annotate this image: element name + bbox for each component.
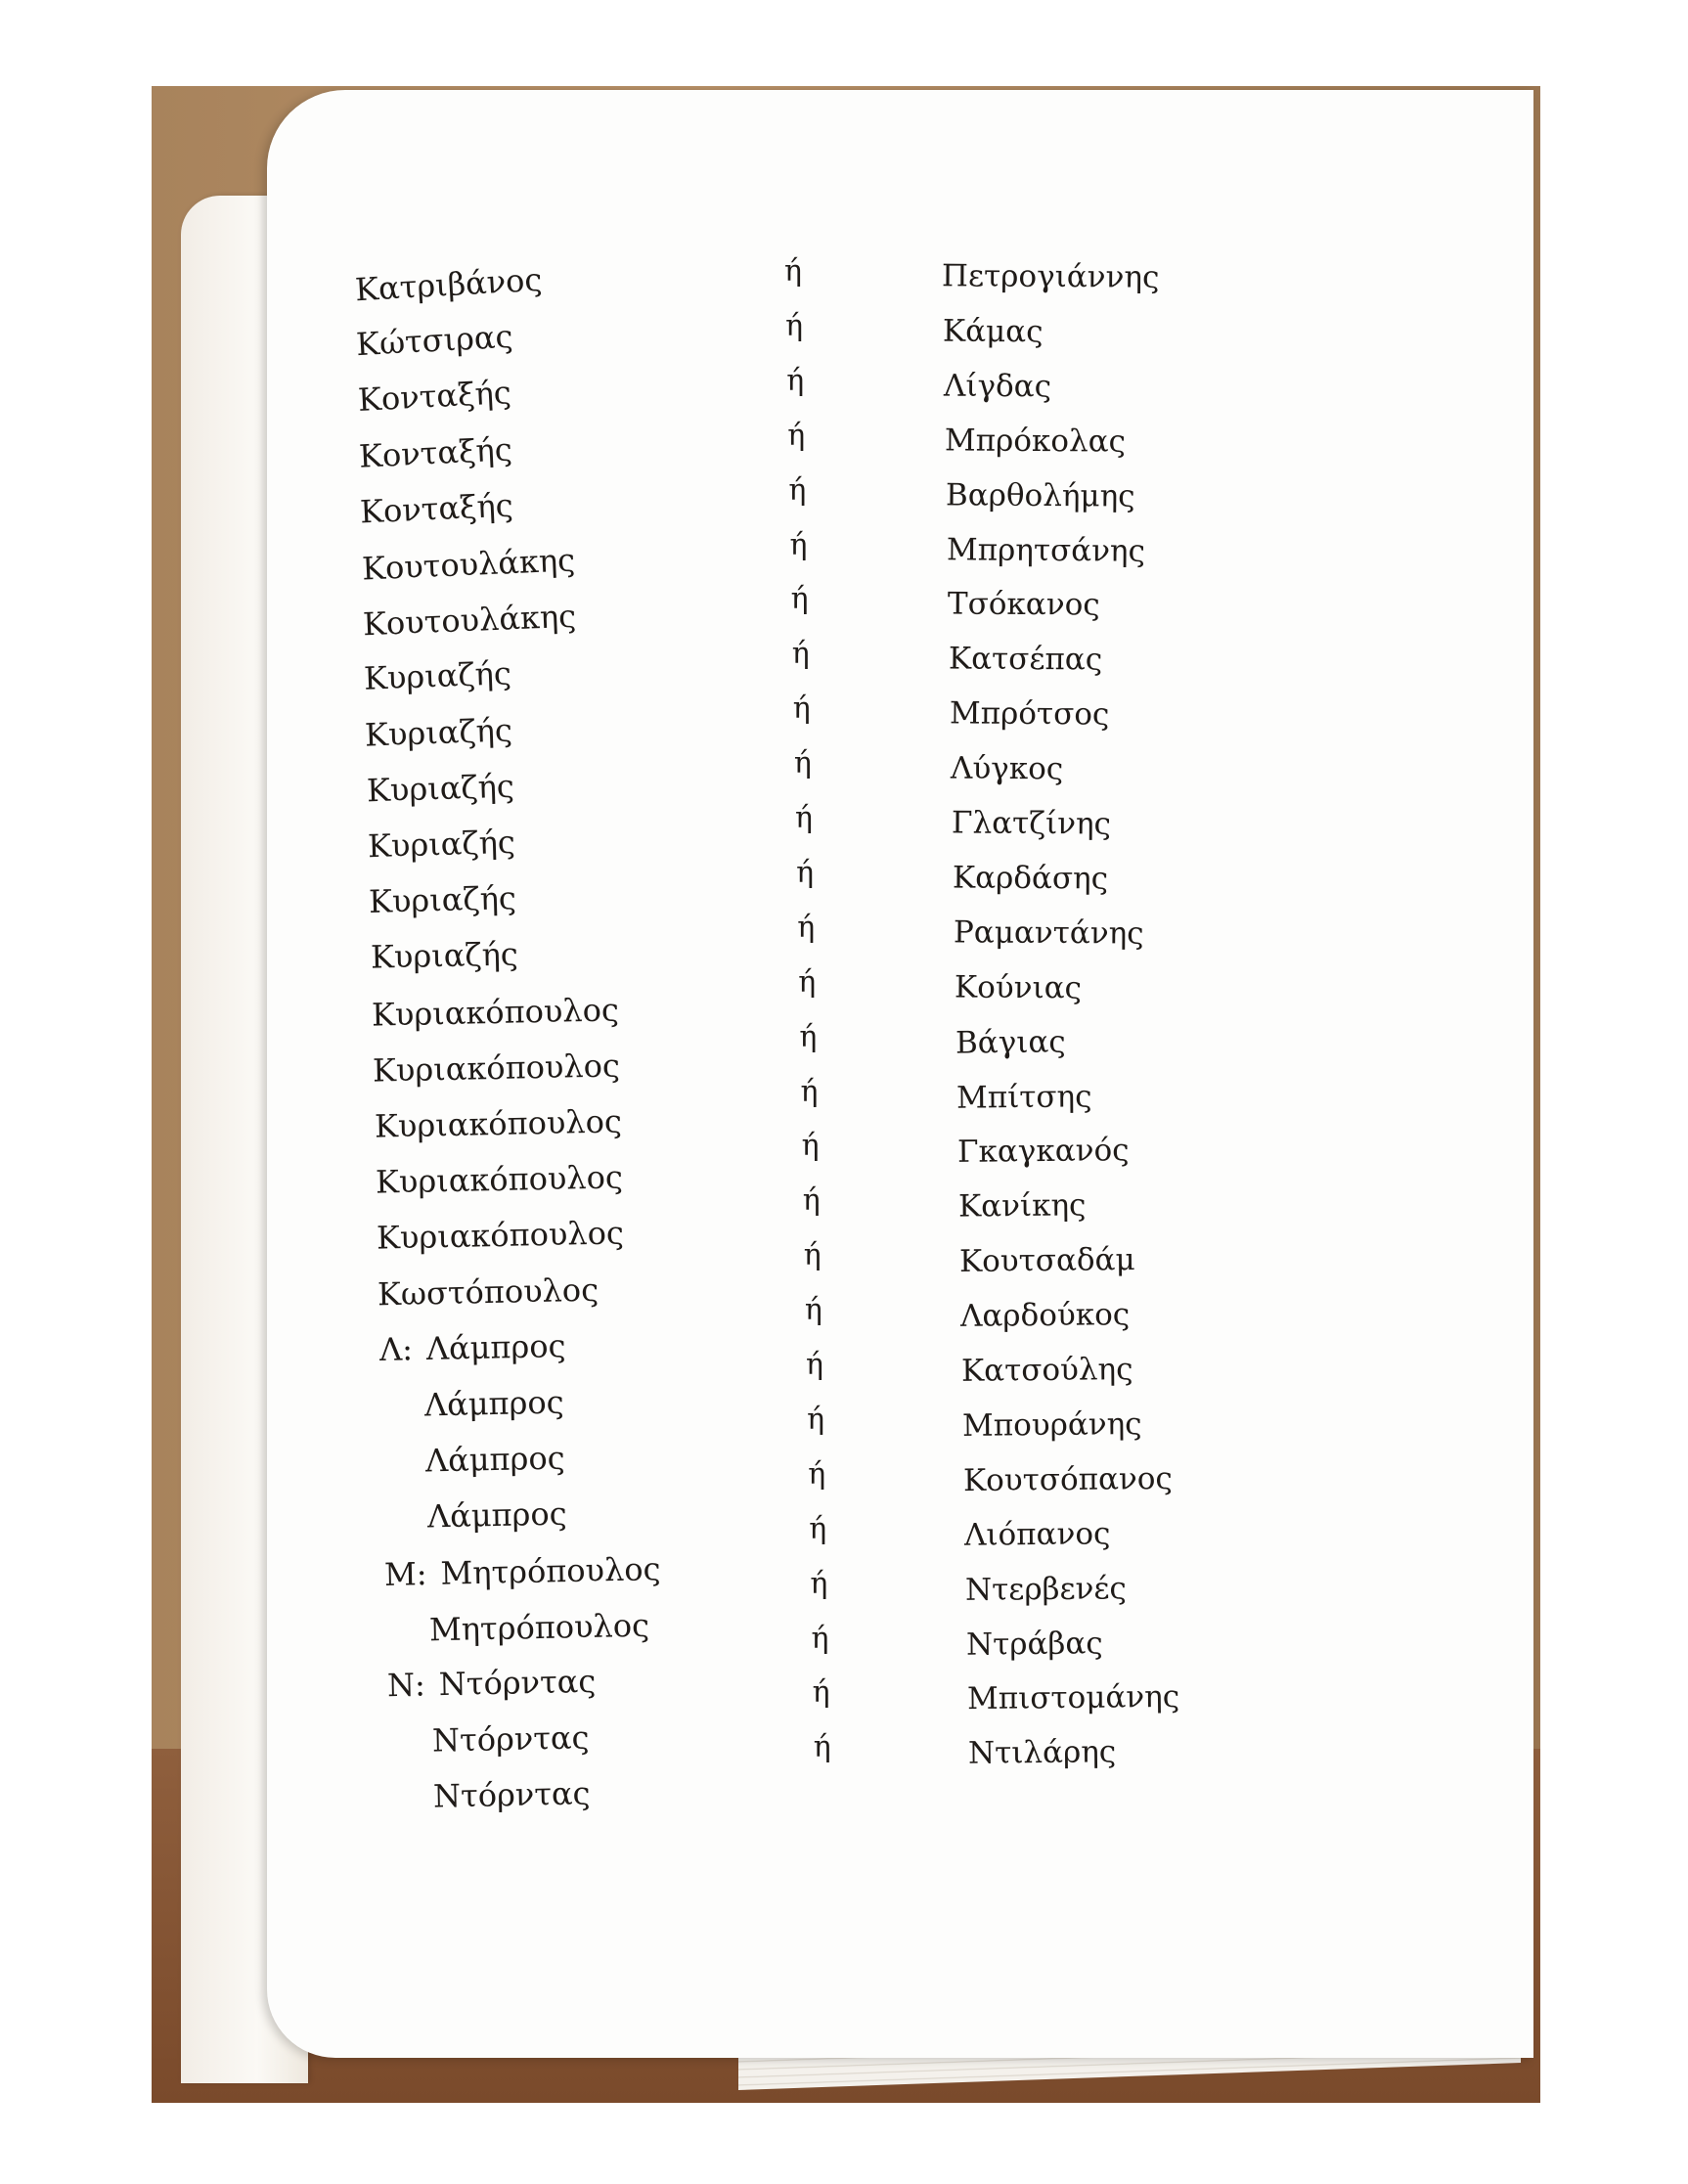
conjunction: ή (786, 363, 805, 398)
right-name: Μπουράνης (961, 1405, 1142, 1444)
conjunction: ή (807, 1402, 825, 1437)
right-name: Βάγιας (955, 1024, 1066, 1061)
left-name-row (377, 1215, 625, 1257)
left-name: Ντόρντας (432, 1774, 591, 1816)
left-name: Κώτσιρας (355, 317, 514, 364)
left-name-row (373, 1047, 621, 1089)
left-name-row (378, 1270, 600, 1313)
right-name: Ντιλάρης (967, 1734, 1117, 1772)
conjunction: ή (789, 527, 808, 562)
left-name-row (384, 1550, 661, 1593)
conjunction: ή (791, 637, 810, 672)
conjunction: ή (793, 746, 812, 781)
right-name: Βαρθολήμης (945, 476, 1135, 514)
left-name-row (431, 1719, 589, 1760)
left-name-row (355, 318, 513, 363)
left-name: Ντόρντας (437, 1662, 597, 1704)
conjunction: ή (792, 691, 811, 727)
conjunction: ή (801, 1129, 820, 1164)
left-name-row (378, 1327, 565, 1368)
left-name-row (426, 1495, 566, 1536)
conjunction: ή (810, 1566, 828, 1601)
left-name: Λάμπρος (425, 1326, 566, 1367)
left-name: Κυριαζής (363, 654, 512, 698)
right-name: Κούνιας (954, 969, 1083, 1006)
left-name: Κυριαζής (368, 879, 517, 921)
photo-frame (152, 86, 1540, 2103)
left-name-row (386, 1663, 596, 1704)
left-name-row (359, 486, 513, 530)
right-name: Λιόπανος (963, 1515, 1111, 1553)
right-name: Πετρογιάννης (941, 258, 1160, 295)
right-name: Κατσέπας (948, 641, 1103, 678)
left-name: Κυριακόπουλος (371, 990, 620, 1034)
conjunction: ή (812, 1675, 830, 1711)
conjunction: ή (788, 472, 807, 508)
left-name-row (433, 1775, 591, 1815)
left-name: Κυριαζής (366, 767, 515, 810)
left-name-row (370, 936, 518, 976)
left-name: Κουτουλάκης (362, 597, 577, 644)
left-name: Κυριαζής (367, 823, 516, 866)
left-name-row (424, 1384, 564, 1424)
left-name: Λάμπρος (426, 1494, 567, 1536)
conjunction: ή (809, 1511, 827, 1546)
right-name: Καρδάσης (952, 860, 1109, 897)
right-name: Τσόκανος (947, 586, 1100, 623)
left-name-row (429, 1606, 650, 1648)
left-name: Κουτουλάκης (360, 541, 576, 588)
right-name: Κανίκης (957, 1187, 1087, 1225)
conjunction: ή (784, 254, 802, 289)
section-letter: Λ: (378, 1330, 413, 1368)
right-name: Λίγδας (943, 368, 1052, 405)
right-name: Κουτσαδάμ (958, 1242, 1135, 1280)
right-name: Λύγκος (950, 750, 1064, 787)
conjunction: ή (796, 855, 815, 890)
conjunction: ή (797, 910, 816, 945)
section-letter: Μ: (383, 1554, 427, 1593)
right-name: Μπρόκολας (944, 423, 1127, 460)
conjunction: ή (802, 1183, 821, 1219)
left-name: Κονταξής (359, 486, 514, 531)
conjunction: ή (795, 801, 813, 835)
left-name: Μητρόπουλος (440, 1549, 661, 1592)
left-name: Κονταξής (358, 429, 513, 475)
conjunction: ή (808, 1456, 826, 1492)
conjunction: ή (799, 1019, 818, 1054)
right-name: Γκαγκανός (956, 1133, 1130, 1171)
document-page (267, 90, 1533, 2058)
right-name: Ραμαντάνης (953, 914, 1144, 952)
left-name-row (363, 655, 511, 698)
left-name: Κυριαζής (364, 710, 513, 754)
right-name: Μπίτσης (955, 1078, 1092, 1116)
left-name-row (369, 879, 517, 920)
right-name: Μπρητσάνης (946, 531, 1146, 569)
right-name: Ντράβας (965, 1625, 1103, 1663)
left-name: Ντόρντας (431, 1718, 590, 1760)
conjunction: ή (785, 308, 804, 343)
right-name: Λαρδούκος (959, 1297, 1131, 1334)
left-name-row (367, 824, 515, 865)
right-name: Ντερβενές (964, 1570, 1127, 1608)
conjunction: ή (790, 582, 809, 617)
left-name-row (365, 711, 513, 753)
right-name: Μπρότσος (949, 695, 1110, 733)
left-name: Κυριαζής (370, 935, 518, 976)
left-name-row (358, 430, 512, 474)
left-name-row (425, 1440, 565, 1480)
left-name: Κωστόπουλος (378, 1270, 600, 1313)
left-name-row (357, 374, 511, 419)
left-name: Κονταξής (356, 374, 512, 420)
left-name-row (361, 541, 575, 587)
left-name: Λάμπρος (424, 1439, 566, 1480)
left-name-row (366, 767, 514, 809)
left-name: Κατριβάνος (354, 260, 544, 309)
left-name: Κυριακόπουλος (372, 1047, 621, 1090)
conjunction: ή (811, 1621, 829, 1656)
conjunction: ή (804, 1293, 822, 1328)
section-letter: Ν: (386, 1666, 425, 1705)
right-name: Μπιστομάνης (966, 1679, 1180, 1717)
left-name: Μητρόπουλος (428, 1606, 650, 1649)
right-name: Κουτσόπανος (962, 1460, 1174, 1498)
left-name: Λάμπρος (423, 1383, 564, 1424)
conjunction: ή (787, 418, 806, 453)
conjunction: ή (800, 1074, 819, 1109)
conjunction: ή (803, 1238, 822, 1273)
left-name-row (375, 1159, 623, 1201)
conjunction: ή (806, 1348, 823, 1382)
left-name-row (362, 598, 576, 644)
right-name: Γλατζίνης (951, 805, 1112, 842)
left-name: Κυριακόπουλος (374, 1102, 622, 1145)
right-name: Κατσούλης (960, 1352, 1133, 1389)
right-name: Κάμας (942, 313, 1044, 350)
conjunction: ή (813, 1730, 831, 1765)
conjunction: ή (798, 964, 817, 1000)
left-name: Κυριακόπουλος (376, 1214, 625, 1258)
left-name-row (374, 1102, 622, 1144)
left-name-row (372, 991, 620, 1033)
left-name: Κυριακόπουλος (375, 1158, 623, 1201)
left-name-row (354, 261, 543, 309)
